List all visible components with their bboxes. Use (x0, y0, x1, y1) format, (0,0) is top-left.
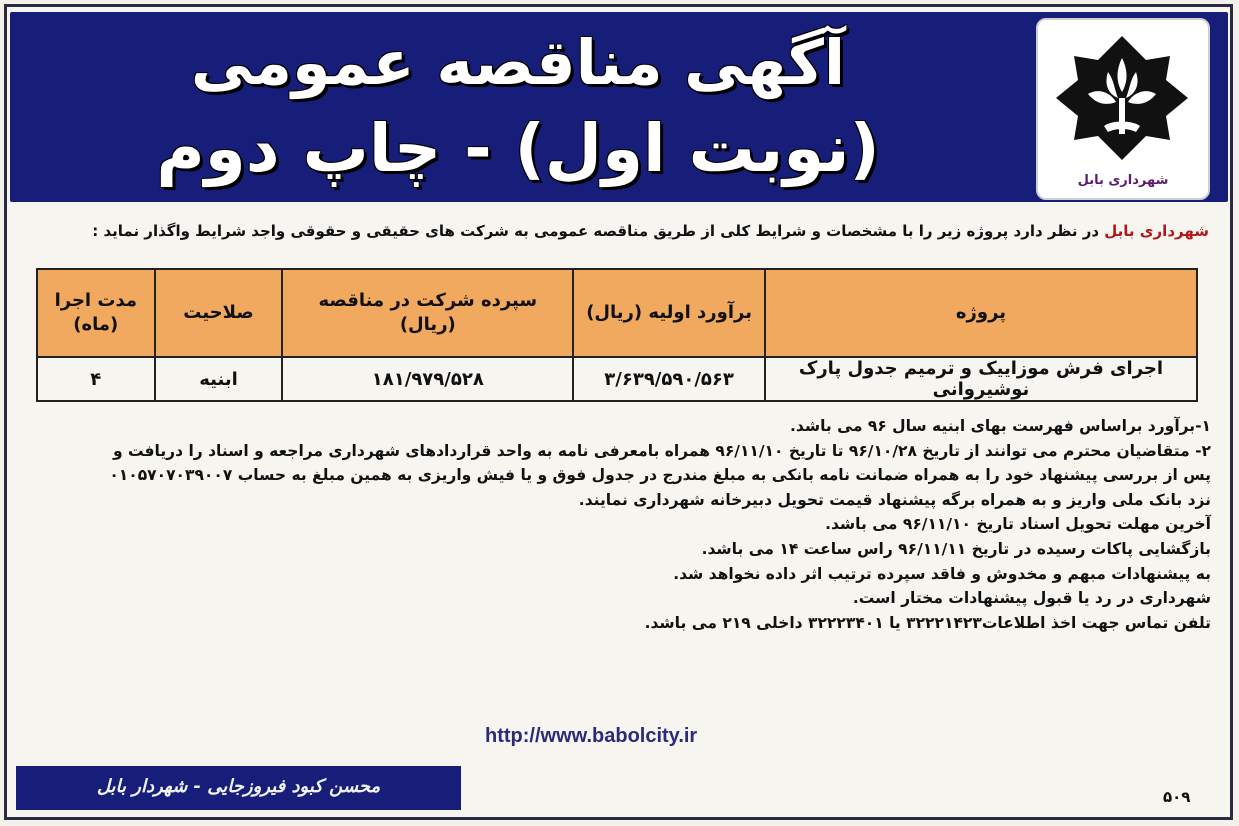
ad-title-line1: آگهی مناقصه عمومی (190, 26, 846, 99)
cell-duration: ۴ (37, 357, 155, 401)
website-link[interactable]: http://www.babolcity.ir (485, 725, 698, 747)
note-line: به پیشنهادات مبهم و مخدوش و فاقد سپرده ترتیب اثر داده نخواهد شد. (673, 564, 1211, 583)
note-line: ۱-برآورد براساس فهرست بهای ابنیه سال ۹۶ می باشد. (790, 417, 1211, 435)
mayor-signature: محسن کبود فیروزجایی - شهردار بابل (96, 776, 381, 797)
note-line: ۲- متقاضیان محترم می توانند از تاریخ ۹۶/۱۰/۲۸ تا تاریخ ۹۶/۱۱/۱۰ همراه بامعرفی نامه به واحد قراردادهای شهرداری مراجعه و اسناد را دریافت و (112, 441, 1211, 460)
ad-header (10, 12, 1228, 202)
emblem-icon (1048, 28, 1196, 168)
note-line: بازگشایی پاکات رسیده در تاریخ ۹۶/۱۱/۱۱ راس ساعت ۱۴ می باشد. (701, 539, 1211, 558)
note-line: شهرداری در رد یا قبول پیشنهادات مختار است. (852, 589, 1211, 608)
intro-text: در نظر دارد پروژه زیر را با مشخصات و شرایط کلی از طریق مناقصه عمومی به شرکت های حقیقی و حقوقی واجد شرایط واگذار نماید : (92, 222, 1105, 240)
intro-org-name: شهرداری بابل (1104, 222, 1209, 240)
header-duration: مدت اجرا (ماه) (37, 269, 155, 357)
table-header-row (37, 269, 1197, 357)
cell-qualification: ابنیه (155, 357, 283, 401)
ad-code: ۵۰۹ (1163, 788, 1191, 806)
note-line: نزد بانک ملی واریز و به همراه برگه پیشنهاد قیمت تحویل دبیرخانه شهرداری نمایند. (578, 490, 1211, 509)
cell-estimate: ۳/۶۳۹/۵۹۰/۵۶۳ (573, 357, 765, 401)
cell-deposit: ۱۸۱/۹۷۹/۵۲۸ (282, 357, 573, 401)
note-line: آخرین مهلت تحویل اسناد تاریخ ۹۶/۱۱/۱۰ می باشد. (825, 515, 1211, 534)
header-estimate: برآورد اولیه (ریال) (573, 269, 765, 357)
cell-project: اجرای فرش موزاییک و ترمیم جدول پارک نوشیروانی (765, 357, 1197, 401)
header-project: پروژه (765, 269, 1197, 357)
ad-title-line2: (نوبت اول) - چاپ دوم (156, 110, 880, 187)
header-deposit: سپرده شرکت در مناقصه (ریال) (282, 269, 573, 357)
logo-caption: شهرداری بابل (1077, 173, 1169, 188)
signature-bar (16, 766, 461, 810)
header-qualification: صلاحیت (155, 269, 283, 357)
intro-paragraph (29, 222, 1209, 240)
note-line: تلفن تماس جهت اخذ اطلاعات۳۲۲۲۱۴۲۳ یا ۳۲۲۲۳۴۰۱ داخلی ۲۱۹ می باشد. (644, 613, 1211, 632)
table-row (37, 357, 1197, 401)
project-table (36, 268, 1198, 402)
note-line: پس از بررسی پیشنهاد خود را به همراه ضمانت نامه بانکی به مبلغ مندرج در جدول فوق و یا فیش واریزی به همین مبلغ به حساب ۰۱۰۵۷۰۷۰۳۹۰۰۷ (109, 466, 1211, 485)
municipality-logo (1036, 18, 1210, 200)
conditions-list (26, 414, 1211, 635)
